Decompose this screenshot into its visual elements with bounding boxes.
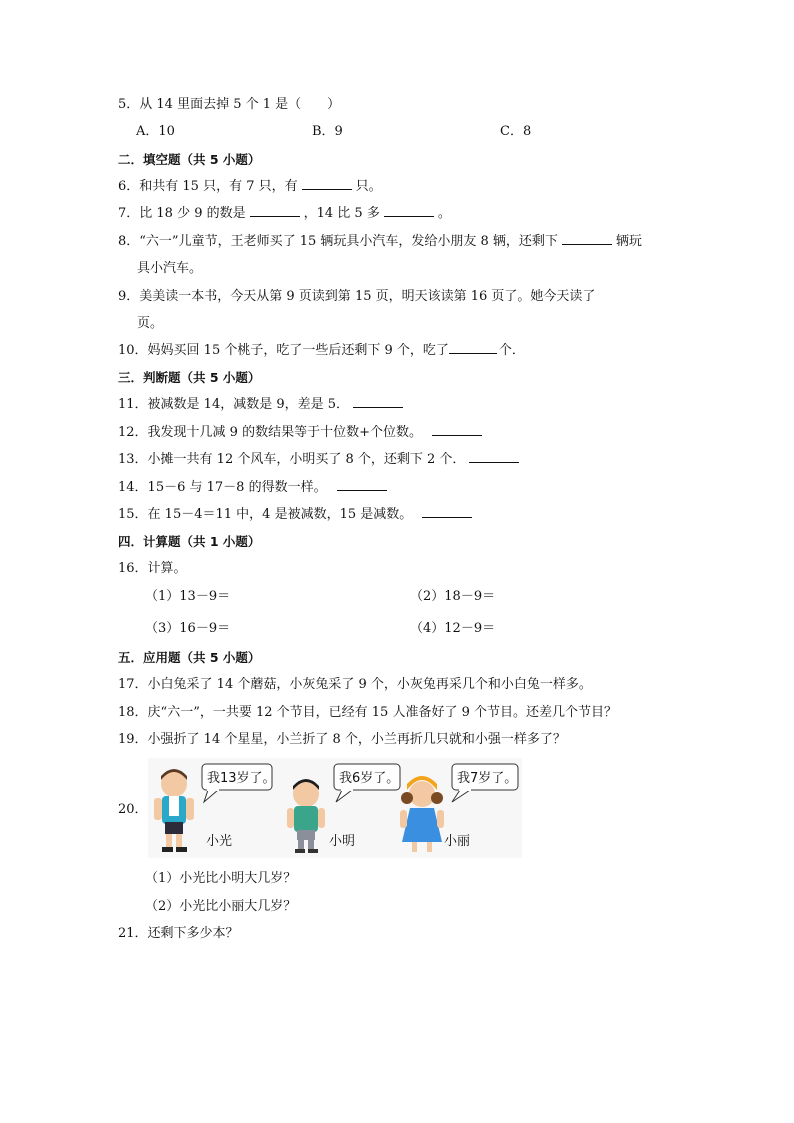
- q15-text: 15．在 15－4＝11 中，4 是被减数，15 是减数。: [118, 507, 413, 522]
- answer-blank[interactable]: [432, 424, 482, 436]
- q8-text: 8．“六一”儿童节，王老师买了 15 辆玩具小汽车，发给小朋友 8 辆，还剩下: [118, 234, 558, 249]
- question-21: 21．还剩下多少本？: [118, 926, 239, 941]
- q10-text: 10．妈妈买回 15 个桃子，吃了一些后还剩下 9 个，吃了: [118, 343, 449, 358]
- question-20-sub-1: （1）小光比小明大几岁？: [145, 871, 297, 886]
- answer-blank[interactable]: [250, 205, 300, 217]
- answer-blank[interactable]: [353, 396, 403, 408]
- q12-text: 12．我发现十几减 9 的数结果等于十位数+个位数。: [118, 425, 422, 440]
- question-20-sub-2: （2）小光比小丽大几岁？: [145, 899, 297, 914]
- question-16: 16．计算。: [118, 561, 187, 576]
- question-10: [118, 342, 525, 360]
- q7-text: 7．比 18 少 9 的数是: [118, 206, 246, 221]
- calc-item-2: （2）18－9＝: [410, 589, 496, 604]
- question-12: [118, 424, 486, 442]
- option-b: B．9: [312, 124, 343, 139]
- q7-mid: ，14 比 5 多: [303, 206, 380, 221]
- question-13: [118, 451, 523, 469]
- q6-text: 6．和共有 15 只，有 7 只，有: [118, 179, 298, 194]
- question-8: [118, 233, 642, 251]
- q10-tail: 个．: [498, 343, 525, 358]
- question-9-cont: 页。: [137, 316, 164, 331]
- question-19: 19．小强折了 14 个星星，小兰折了 8 个，小兰再折几只就和小强一样多了？: [118, 732, 566, 747]
- question-14: [118, 479, 391, 497]
- answer-blank[interactable]: [384, 205, 434, 217]
- name-label-1: 小光: [206, 834, 233, 849]
- q8-mid: 辆玩: [615, 234, 642, 249]
- option-c: C．8: [500, 124, 532, 139]
- question-20: 20．: [118, 802, 148, 817]
- answer-blank[interactable]: [337, 479, 387, 491]
- bubble-text-1: 我13岁了。: [207, 771, 276, 786]
- q14-text: 14．15－6 与 17－8 的得数一样。: [118, 480, 327, 495]
- question-8-cont: 具小汽车。: [137, 261, 203, 276]
- calc-item-1: （1）13－9＝: [145, 589, 231, 604]
- question-7: [118, 205, 451, 223]
- question-15: [118, 506, 476, 524]
- question-11: [118, 396, 407, 414]
- calc-item-3: （3）16－9＝: [145, 621, 231, 636]
- question-5: 5．从 14 里面去掉 5 个 1 是（ ）: [118, 97, 341, 112]
- question-18: 18．庆“六一”，一共要 12 个节目，已经有 15 人准备好了 9 个节目。还差几个节目？: [118, 705, 617, 720]
- name-label-2: 小明: [329, 834, 356, 849]
- q11-text: 11．被减数是 14，减数是 9，差是 5．: [118, 397, 350, 412]
- answer-blank[interactable]: [469, 451, 519, 463]
- calc-item-4: （4）12－9＝: [410, 621, 496, 636]
- section-judge-heading: 三．判断题（共 5 小题）: [118, 370, 261, 385]
- answer-blank[interactable]: [449, 342, 497, 354]
- bubble-text-3: 我7岁了。: [457, 771, 518, 786]
- option-a: A．10: [136, 124, 175, 139]
- q13-text: 13．小摊一共有 12 个风车，小明买了 8 个，还剩下 2 个．: [118, 452, 466, 467]
- answer-blank[interactable]: [562, 233, 612, 245]
- section-calc-heading: 四．计算题（共 1 小题）: [118, 534, 261, 549]
- question-6: [118, 178, 382, 196]
- answer-blank[interactable]: [302, 178, 352, 190]
- age-figure: [148, 758, 522, 858]
- q7-tail: 。: [437, 206, 451, 221]
- bubble-text-2: 我6岁了。: [339, 771, 400, 786]
- section-fill-heading: 二．填空题（共 5 小题）: [118, 152, 261, 167]
- section-apply-heading: 五．应用题（共 5 小题）: [118, 650, 261, 665]
- q6-tail: 只。: [355, 179, 382, 194]
- question-9: 9．美美读一本书，今天从第 9 页读到第 15 页，明天该读第 16 页了。她今天读了: [118, 289, 596, 304]
- answer-blank[interactable]: [422, 506, 472, 518]
- question-17: 17．小白兔采了 14 个蘑菇，小灰兔采了 9 个，小灰兔再采几个和小白兔一样多。: [118, 677, 592, 692]
- name-label-3: 小丽: [444, 834, 471, 849]
